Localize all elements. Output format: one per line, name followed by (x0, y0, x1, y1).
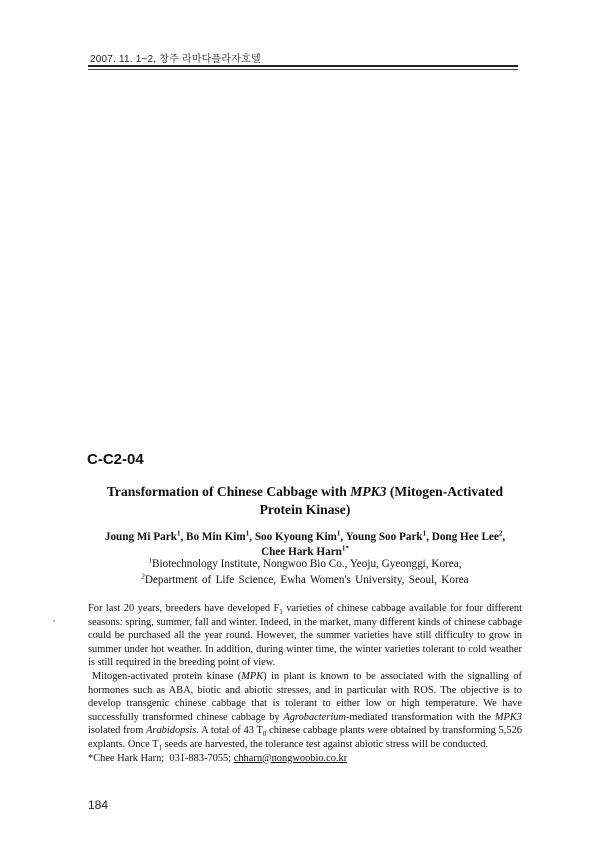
abstract-code: C-C2-04 (87, 451, 144, 468)
title-text-1: Transformation of Chinese Cabbage with (106, 484, 351, 499)
author: Joung Mi Park$^1$ (104, 529, 181, 543)
author: Soo Kyoung Kim$^1$ (254, 529, 341, 543)
abstract-paragraph-1: For last 20 years, breeders have developed $F_1$ varieties of chinese cabbage available for four different seasons: spring, summer, fall and winter. Indeed, in the market, many different kinds of chinese cabbage could be purchased all the year round. However, the summer varieties have still difficulty to grow in summer under hot weather. In addition, during winter time, the winter varieties tolerant to cold weather is still required in the breeding point of view. (88, 603, 523, 669)
abstract-paragraph-2: Mitogen-activated protein kinase (MPK) in plant is known to be associated with the signalling of hormones such as ABA, biotic and abiotic stresses, and in particular with ROS. The objective is to develop transgenic chinese cabbage that is tolerant to either low or high temperature. We have successfully transformed chinese cabbage by Agrobacterium-mediated transformation with the MPK3 isolated from Arabidopsis. A total of 43 $T_0$ chinese cabbage plants were obtained by transforming 5,526 explants. Once $T_1$ seeds are harvested, the tolerance test against abiotic stress will be conducted. (88, 670, 522, 753)
abstract-body (88, 602, 522, 765)
author-list: Joung Mi Park$^1$, Bo Min Kim$^1$, Soo Kyoung Kim$^1$, Young Soo Park$^1$, Dong Hee Lee$^2$, Chee Hark Harn$^{1*}$ (104, 529, 506, 558)
running-header: 2007. 11. 1~2, 창주 라마다플라자호텔 (90, 54, 261, 65)
author: Dong Hee Lee$^2$ (431, 529, 503, 543)
header-rule-thin (88, 69, 518, 70)
author: Bo Min Kim$^1$ (186, 529, 250, 543)
author: Chee Hark Harn$^{1*}$ (261, 544, 349, 558)
contact-line: *Chee Hark Harn; 031-883-7055; chharn@nongwoobio.co.kr (88, 752, 348, 764)
affiliation-1: $^1$Biotechnology Institute, Nongwoo Bio Co., Yeoju, Gyeonggi, Korea, (148, 556, 462, 570)
affiliation-2: $^2$Department of Life Science, Ewha Women's University, Seoul, Korea (141, 572, 469, 586)
contact-email-link[interactable]: chharn@nongwoobio.co.kr (233, 752, 348, 764)
author: Young Soo Park$^1$ (345, 529, 427, 543)
paper-title (90, 483, 520, 519)
title-text-2: (Mitogen-Activated Protein Kinase) (259, 484, 504, 517)
scan-speck (53, 620, 55, 622)
page-number: 184 (88, 798, 109, 812)
header-rule-thick (88, 65, 518, 67)
title-gene: MPK3 (350, 484, 387, 499)
